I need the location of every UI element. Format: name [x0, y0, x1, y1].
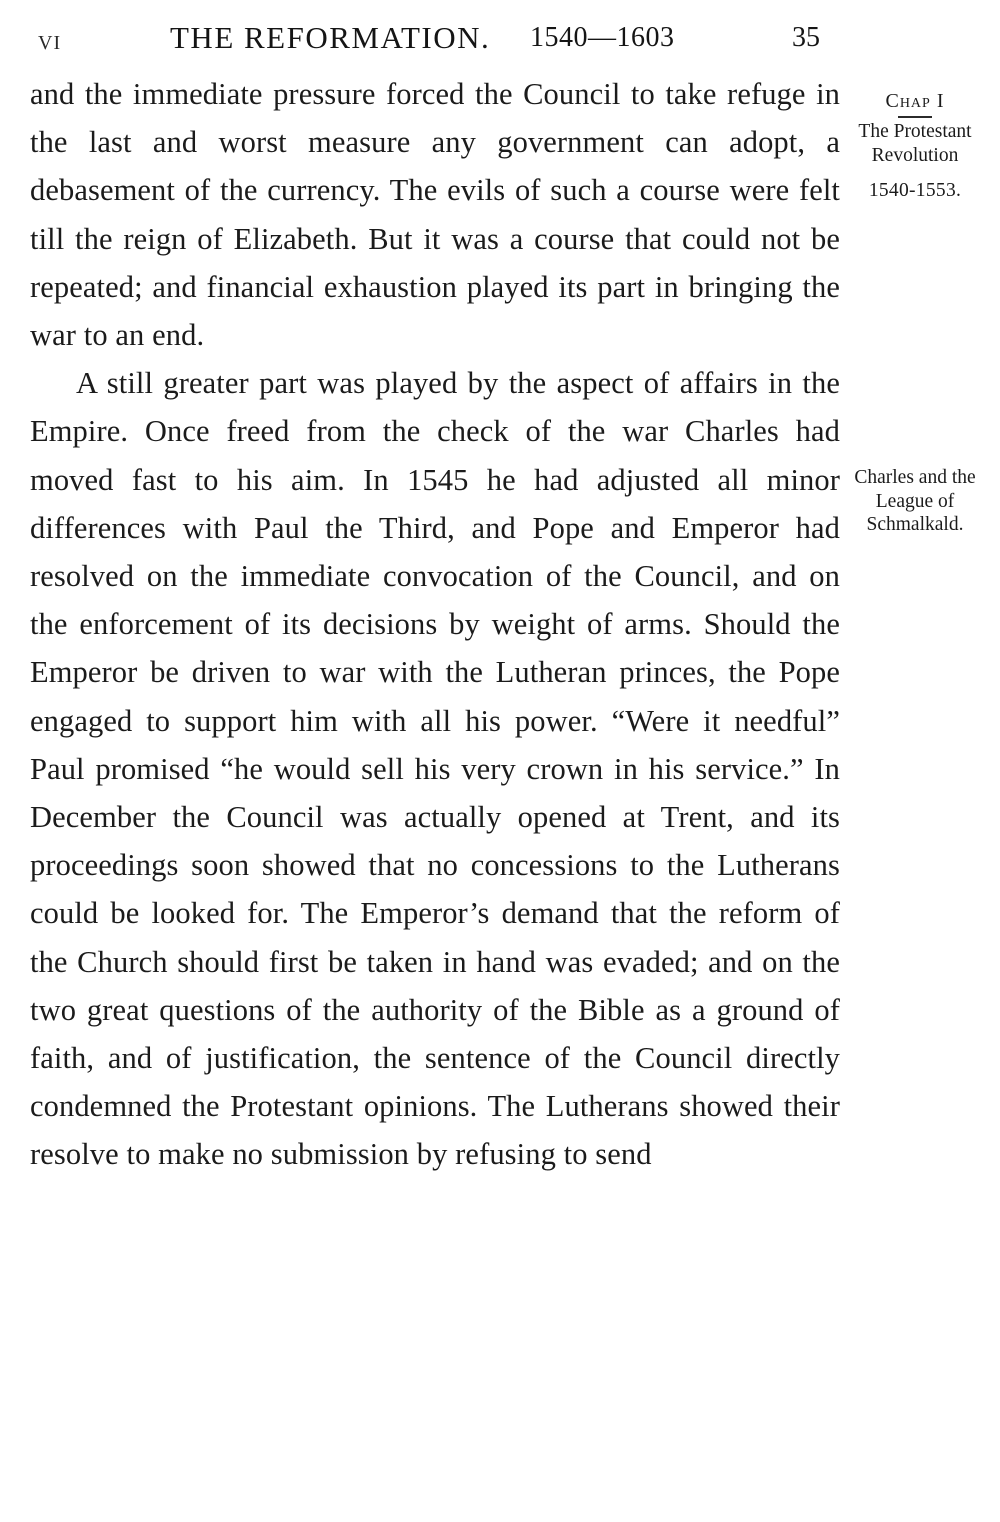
paragraph-1: and the immediate pressure forced the Council to take refuge in the last and worst measure any government can adopt, a debasement of the currency. The evils of such a course were felt till the reign of Elizabeth. But it was a course that could not be repeated; and financial exhaustion played its part in bringing the war to an end. — [30, 77, 840, 353]
running-head-volume: VI — [38, 32, 62, 54]
running-head — [30, 18, 970, 64]
margin-note-text: The Protestant Revolution — [858, 121, 972, 166]
page-number: 35 — [792, 22, 820, 53]
margin-note-chapter: Chap I — [885, 90, 945, 112]
margin-note-years: 1540-1553. — [868, 180, 962, 201]
margin-note-1 — [845, 90, 985, 202]
margin-note-rule — [898, 116, 932, 118]
body-text-column — [30, 70, 840, 1179]
margin-note-2 — [845, 466, 985, 537]
running-head-title: THE REFORMATION. — [170, 20, 491, 55]
running-head-dates: 1540—1603 — [530, 22, 675, 53]
margin-note-text: Charles and the League of Schmalkald. — [854, 467, 976, 535]
paragraph-2: A still greater part was played by the aspect of affairs in the Empire. Once freed from the check of the war Charles had moved fast to his aim. In 1545 he had adjusted all minor differences with Paul the Third, and Pope and Emperor had resolved on the immediate convocation of the Council, and on the enforcement of its decisions by weight of arms. Should the Emperor be driven to war with the Lutheran princes, the Pope engaged to support him with all his power. “Were it needful” Paul promised “he would sell his very crown in his service.” In December the Council was actually opened at Trent, and its proceedings soon showed that no concessions to the Lutherans could be looked for. The Emperor’s demand that the reform of the Church should first be taken in hand was evaded; and on the two great questions of the authority of the Bible as a ground of faith, and of justification, the sentence of the Council directly condemned the Protestant opinions. The Lutherans showed their resolve to make no submission by refusing to send — [30, 366, 840, 1172]
